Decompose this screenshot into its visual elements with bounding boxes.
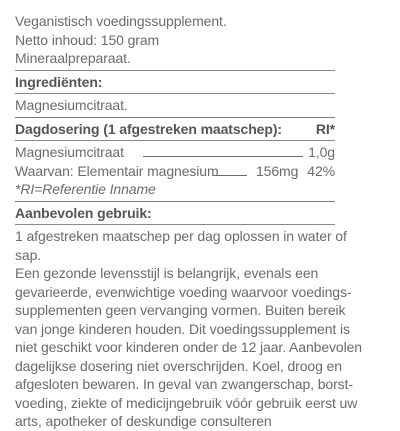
dosage-row-ri: 42% <box>307 162 335 179</box>
dosage-header-row <box>15 120 335 139</box>
intro-line-3: Mineraalpreparaat. <box>15 50 131 66</box>
dosage-row-amount: 156mg <box>256 162 299 179</box>
dosage-row-elementair <box>15 162 335 181</box>
usage-heading: Aanbevolen gebruik: <box>15 204 152 221</box>
fill-line <box>213 175 247 176</box>
usage-line: van jonge kinderen houden. Dit voedingssupplement is <box>15 320 350 337</box>
intro-line-2: Netto inhoud: 150 gram <box>15 31 160 48</box>
dosage-row-name: Waarvan: Elementair magnesium <box>15 162 219 179</box>
usage-line: 1 afgestreken maatschep per dag oplossen in water of <box>15 228 347 244</box>
usage-line: Een gezonde levensstijl is belangrijk, evenals een <box>15 265 319 281</box>
usage-line: afgesloten bewaren. In geval van zwangerschap, borst- <box>15 376 353 392</box>
usage-line: supplementen geen vervanging vormen. Buiten bereik <box>15 302 346 318</box>
divider <box>15 70 335 71</box>
dosage-row-value: 1,0g <box>308 144 335 160</box>
dosage-heading: Dagdosering (1 afgestreken maatschep): <box>15 120 282 137</box>
divider <box>15 140 335 141</box>
ingredients-heading: Ingrediënten: <box>15 73 103 90</box>
divider <box>15 93 335 94</box>
ri-header: RI* <box>315 120 335 137</box>
usage-line: voeding, ziekte of medicijngebruik vóór gebruik eerst uw <box>15 394 358 411</box>
dosage-row-name: Magnesiumcitraat <box>15 144 124 160</box>
usage-line: arts, apotheker of deskundige consulteren <box>15 413 272 429</box>
fill-line <box>143 156 303 157</box>
ri-footnote: *RI=Referentie Inname <box>15 181 156 197</box>
intro-line-1: Veganistisch voedingssupplement. <box>15 13 227 29</box>
usage-line: dagelijkse dosering niet overschrijden. Koel, droog en <box>15 357 342 374</box>
dosage-row-magnesiumcitraat <box>15 143 335 162</box>
divider <box>15 201 335 202</box>
ingredients-text: Magnesiumcitraat. <box>15 97 128 113</box>
usage-line: sap. <box>15 246 42 263</box>
divider <box>15 224 335 225</box>
product-label <box>15 12 362 431</box>
divider <box>15 117 335 118</box>
usage-line: niet geschikt voor kinderen onder de 12 jaar. Aanbevolen <box>15 339 362 355</box>
usage-line: gevarieerde, evenwichtige voeding waarvoor voedings- <box>15 283 352 300</box>
